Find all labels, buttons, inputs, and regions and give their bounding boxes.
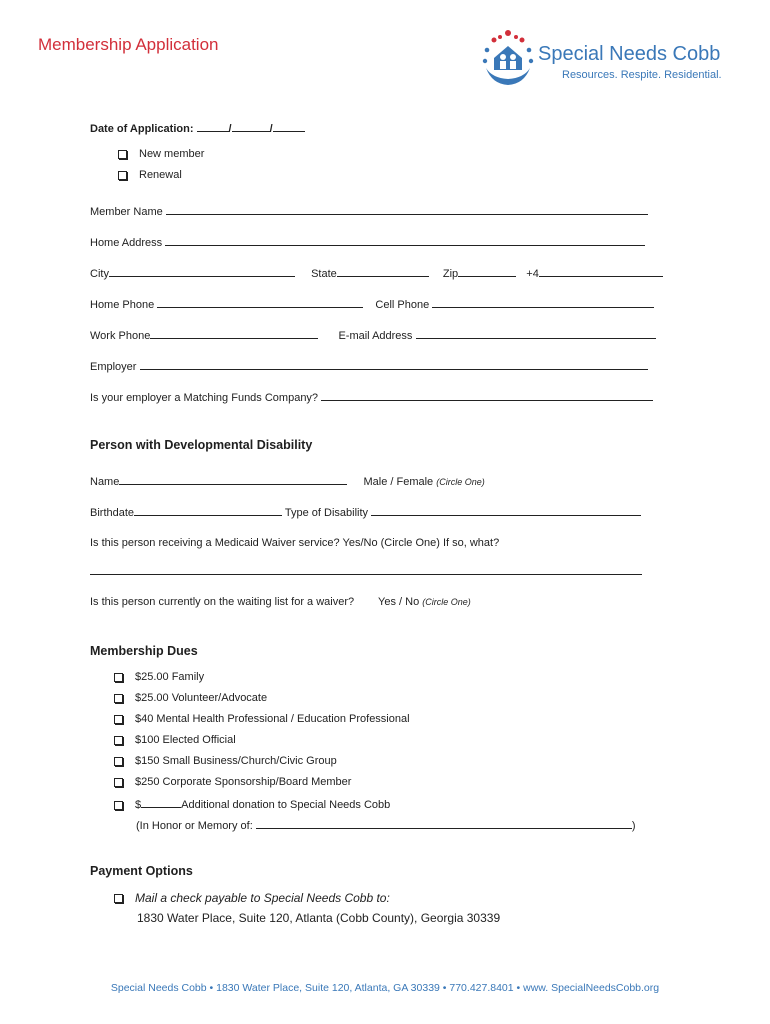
home-phone-label: Home Phone xyxy=(90,299,155,311)
logo-tagline: Resources. Respite. Residential. xyxy=(562,69,722,81)
donation-amount-field[interactable] xyxy=(141,797,181,808)
donation-checkbox[interactable] xyxy=(114,801,123,810)
date-separator: / xyxy=(228,123,232,135)
date-separator: / xyxy=(269,123,273,135)
dues-option[interactable] xyxy=(114,734,236,746)
dues-checkbox[interactable] xyxy=(114,715,123,724)
work-phone-field[interactable] xyxy=(150,328,318,339)
honor-memory-row xyxy=(136,818,636,833)
home-address-field[interactable] xyxy=(165,235,645,246)
employer-row xyxy=(90,359,648,374)
dues-option-label: $40 Mental Health Professional / Education Professional xyxy=(135,713,410,725)
dues-option-label: $250 Corporate Sponsorship/Board Member xyxy=(135,776,352,788)
mail-address: 1830 Water Place, Suite 120, Atlanta (Cobb County), Georgia 30339 xyxy=(137,911,501,925)
renewal-label: Renewal xyxy=(139,169,182,181)
donation-option[interactable] xyxy=(114,797,390,811)
cell-phone-label: Cell Phone xyxy=(375,299,430,311)
city-state-zip-row xyxy=(90,266,663,281)
home-address-label: Home Address xyxy=(90,237,163,249)
work-email-row xyxy=(90,328,656,343)
matching-funds-row xyxy=(90,390,653,405)
gender-label: Male / Female xyxy=(363,476,434,488)
plus4-label: +4 xyxy=(526,268,539,280)
dues-option[interactable] xyxy=(114,713,410,725)
new-member-checkbox[interactable] xyxy=(118,150,127,159)
dues-checkbox[interactable] xyxy=(114,778,123,787)
mail-check-checkbox[interactable] xyxy=(114,894,123,903)
home-address-row xyxy=(90,235,645,250)
city-label: City xyxy=(90,268,109,280)
member-name-label: Member Name xyxy=(90,206,163,218)
matching-funds-label: Is your employer a Matching Funds Company? xyxy=(90,392,319,404)
honor-memory-field[interactable] xyxy=(256,818,632,829)
person-section-heading: Person with Developmental Disability xyxy=(90,438,313,452)
waiting-list-row xyxy=(90,595,471,609)
plus4-field[interactable] xyxy=(539,266,663,277)
phone-row xyxy=(90,297,654,312)
date-of-application-row xyxy=(90,121,305,136)
birthdate-label: Birthdate xyxy=(90,507,135,519)
logo-name: Special Needs Cobb xyxy=(538,43,721,65)
waiting-yes-no[interactable]: Yes / No xyxy=(378,596,420,608)
dues-checkbox[interactable] xyxy=(114,694,123,703)
dues-section-heading: Membership Dues xyxy=(90,644,198,658)
dues-checkbox[interactable] xyxy=(114,673,123,682)
dues-option[interactable] xyxy=(114,671,204,683)
person-name-row xyxy=(90,474,485,489)
cell-phone-field[interactable] xyxy=(432,297,654,308)
dues-option-label: $150 Small Business/Church/Civic Group xyxy=(135,755,337,767)
payment-section-heading: Payment Options xyxy=(90,864,193,878)
dues-option[interactable] xyxy=(114,776,351,788)
page-title: Membership Application xyxy=(38,35,219,54)
member-name-row xyxy=(90,204,648,219)
new-member-label: New member xyxy=(139,148,205,160)
zip-field[interactable] xyxy=(458,266,516,277)
date-month-field[interactable] xyxy=(197,121,229,132)
employer-label: Employer xyxy=(90,361,137,373)
mail-check-label: Mail a check payable to Special Needs Cobb to: xyxy=(135,891,390,905)
disability-label: Type of Disability xyxy=(284,507,369,519)
birthdate-field[interactable] xyxy=(134,505,282,516)
date-day-field[interactable] xyxy=(232,121,270,132)
home-phone-field[interactable] xyxy=(157,297,363,308)
city-field[interactable] xyxy=(109,266,295,277)
disability-field[interactable] xyxy=(371,505,641,516)
honor-memory-label: (In Honor or Memory of: xyxy=(136,820,253,832)
dues-option[interactable] xyxy=(114,692,267,704)
person-name-field[interactable] xyxy=(119,474,347,485)
zip-label: Zip xyxy=(442,268,459,280)
member-name-field[interactable] xyxy=(166,204,648,215)
donation-prefix: $ xyxy=(135,799,142,811)
waiver-answer-field[interactable] xyxy=(90,574,642,575)
circle-one-note: (Circle One) xyxy=(436,477,485,487)
dues-option-label: $25.00 Volunteer/Advocate xyxy=(135,692,268,704)
date-year-field[interactable] xyxy=(273,121,305,132)
waiting-list-question: Is this person currently on the waiting list for a waiver? xyxy=(90,596,355,608)
hands-icon xyxy=(486,68,530,85)
sun-icon xyxy=(505,28,511,36)
dues-option-label: $100 Elected Official xyxy=(135,734,236,746)
new-member-option[interactable] xyxy=(118,148,204,160)
mail-check-option[interactable] xyxy=(114,891,390,905)
email-label: E-mail Address xyxy=(338,330,413,342)
date-label: Date of Application: xyxy=(90,123,194,135)
dues-checkbox[interactable] xyxy=(114,736,123,745)
dues-checkbox[interactable] xyxy=(114,757,123,766)
dues-option-label: $25.00 Family xyxy=(135,671,205,683)
renewal-checkbox[interactable] xyxy=(118,171,127,180)
house-family-icon xyxy=(494,46,522,70)
person-name-label: Name xyxy=(90,476,120,488)
matching-funds-field[interactable] xyxy=(321,390,653,401)
state-label: State xyxy=(311,268,337,280)
dues-option[interactable] xyxy=(114,755,337,767)
state-field[interactable] xyxy=(337,266,429,277)
circle-one-note: (Circle One) xyxy=(422,597,471,607)
medicaid-waiver-question: Is this person receiving a Medicaid Waiver service? Yes/No (Circle One) If so, what? xyxy=(90,537,500,549)
donation-label: Additional donation to Special Needs Cobb xyxy=(181,799,391,811)
birthdate-row xyxy=(90,505,641,520)
work-phone-label: Work Phone xyxy=(90,330,151,342)
footer-contact: Special Needs Cobb • 1830 Water Place, Suite 120, Atlanta, GA 30339 • 770.427.8401 • www. SpecialNeedsCobb.org xyxy=(110,982,660,994)
email-field[interactable] xyxy=(416,328,656,339)
honor-close: ) xyxy=(631,820,636,832)
employer-field[interactable] xyxy=(140,359,648,370)
renewal-option[interactable] xyxy=(118,169,182,181)
